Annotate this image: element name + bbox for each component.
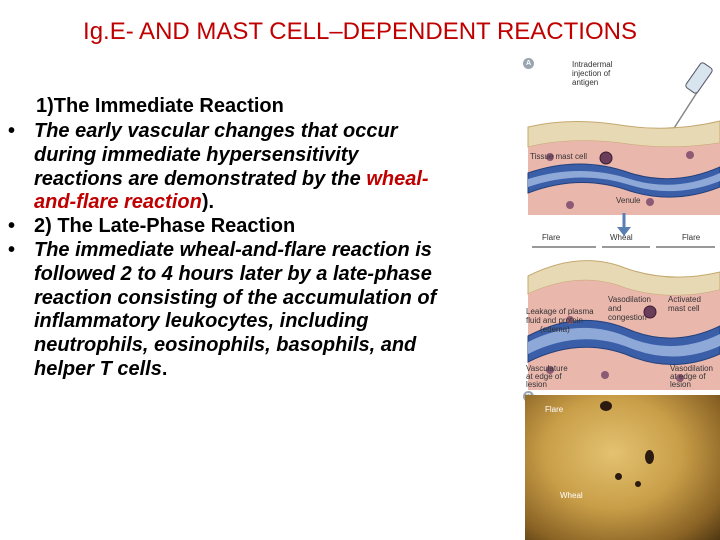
edema-label: (edema) bbox=[540, 325, 570, 334]
vasodilation-edge-label: Vasodilation at edge of lesion bbox=[670, 364, 713, 389]
bullet-item-1 bbox=[4, 120, 444, 215]
flare-right-label: Flare bbox=[682, 233, 701, 242]
bullet-text: The immediate wheal-and-flare reaction is followed 2 to 4 hours later by a late-phase reaction consisting of the accumulation of inflammatory leukocytes, including neutrophils, eosinophils, basophils, and helper T cells bbox=[34, 238, 437, 380]
intro-heading: 1)The Immediate Reaction bbox=[36, 95, 284, 117]
bullet-text-end: . bbox=[161, 357, 168, 380]
activated-mast-cell-label: Activated mast cell bbox=[668, 295, 701, 313]
leakage-label: Leakage of plasma fluid and protein bbox=[526, 307, 594, 325]
mast-cell-label: Tissue mast cell bbox=[530, 152, 588, 161]
vasodilation-label: Vasodilation and congestion bbox=[608, 295, 651, 322]
bullet-marker: • bbox=[8, 238, 16, 261]
flare-left-label: Flare bbox=[542, 233, 561, 242]
photo-flare-label: Flare bbox=[545, 405, 564, 414]
bullet-text-end: ). bbox=[201, 191, 215, 214]
venule-label: Venule bbox=[616, 196, 641, 205]
skin-photo bbox=[525, 395, 720, 540]
bullet-item-2 bbox=[4, 215, 444, 239]
injection-label: Intradermal injection of antigen bbox=[572, 60, 613, 87]
wheal-label: Wheal bbox=[610, 233, 633, 242]
skin-mark bbox=[645, 450, 654, 464]
skin-mark bbox=[615, 473, 622, 480]
bullet-marker: • bbox=[8, 215, 16, 238]
skin-mark bbox=[635, 481, 641, 487]
bullet-item-3 bbox=[4, 239, 444, 382]
bullet-list bbox=[4, 120, 444, 382]
skin-mark bbox=[600, 401, 612, 411]
wheal-flare-figure bbox=[510, 55, 720, 540]
bullet-marker: • bbox=[8, 120, 16, 142]
bullet-text: 2) The Late-Phase Reaction bbox=[34, 215, 296, 238]
wheal-flare-highlight: wheal-and-flare reaction bbox=[34, 167, 429, 214]
panel-a-letter: A bbox=[523, 58, 534, 69]
photo-wheal-label: Wheal bbox=[560, 491, 583, 500]
slide-title: Ig.E- AND MAST CELL–DEPENDENT REACTIONS bbox=[83, 18, 637, 45]
bullet-text: The early vascular changes that occur during immediate hypersensitivity reactions are demonstrated by the bbox=[34, 120, 398, 190]
vasculature-edge-label: Vasculature at edge of lesion bbox=[526, 364, 568, 389]
